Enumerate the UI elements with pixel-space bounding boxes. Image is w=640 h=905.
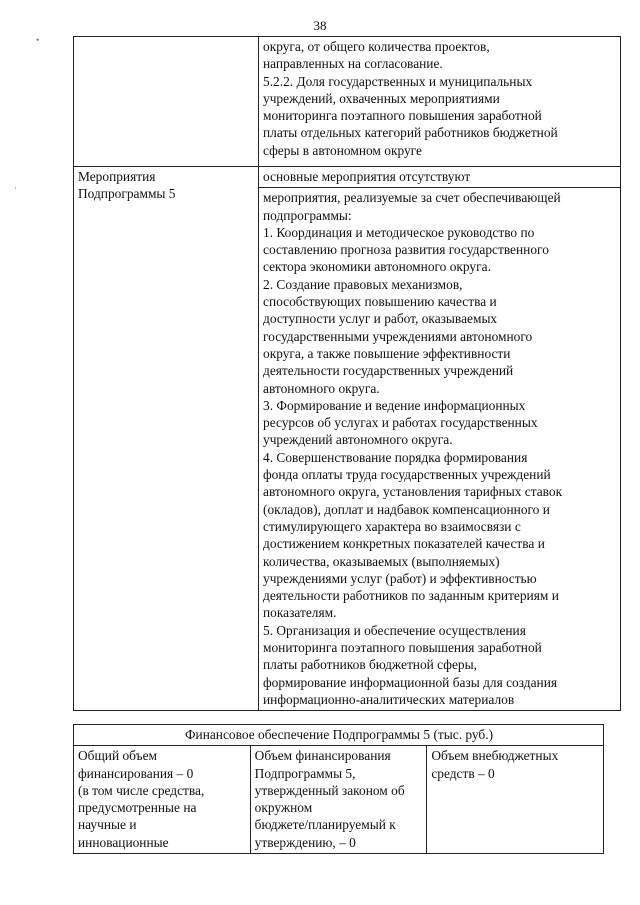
measures-label: Мероприятия Подпрограммы 5 — [78, 169, 176, 202]
finance-total-text: Общий объем финансирования – 0 (в том числе средства, предусмотренные на научные и инновационные — [78, 748, 205, 850]
indicators-cell — [259, 37, 621, 167]
finance-extrabudget-cell — [427, 746, 604, 854]
finance-approved-cell — [250, 746, 427, 854]
table-row — [74, 725, 604, 746]
main-measures-cell — [259, 167, 621, 188]
finance-extrabudget-text: Объем внебюджетных средств – 0 — [431, 748, 559, 781]
scan-speck: · — [14, 183, 17, 193]
subprogram-table — [73, 36, 621, 711]
table-row — [74, 746, 604, 854]
support-measures-text: мероприятия, реализуемые за счет обеспечивающей подпрограммы: 1. Координация и методическое руководство по составлению прогноза развития государственного сектора экономики автономного округа. 2. Создание правовых механизмов, способствующих повышению качества и доступности услуг и работ, оказываемых государственными учреждениями автономного округа, а также повышение эффективности деятельности государственных учреждений автономного округа. 3. Формирование и ведение информационных ресурсов об услугах и работах государственных учреждений автономного округа. 4. Совершенствование порядка формирования фонда оплаты труда государственных учреждений автономного округа, установления тарифных ставок (окладов), доплат и надбавок компенсационного и стимулирующего характера во взаимосвязи с достижением конкретных показателей качества и количества, оказываемых (выполняемых) учреждениями услуг (работ) и эффективностью деятельности работников по заданным критериям и показателям. 5. Организация и обеспечение осуществления мониторинга поэтапного повышения заработной платы работников бюджетной сферы, формирование информационной базы для создания информационно-аналитических материалов — [263, 190, 563, 707]
finance-header: Финансовое обеспечение Подпрограммы 5 (тыс. руб.) — [184, 727, 494, 742]
table-row — [74, 167, 621, 188]
measures-label-cell — [74, 167, 259, 711]
page-number: 38 — [313, 18, 327, 33]
empty-cell — [74, 37, 259, 167]
finance-total-cell — [74, 746, 251, 854]
finance-header-cell — [74, 725, 604, 746]
scan-speck: • — [36, 35, 40, 45]
finance-table — [73, 724, 604, 854]
finance-approved-text: Объем финансирования Подпрограммы 5, утвержденный законом об окружном бюджете/планируемый к утверждению, – 0 — [254, 748, 405, 850]
indicators-text: округа, от общего количества проектов, направленных на согласование. 5.2.2. Доля государственных и муниципальных учреждений, охваченных мероприятиями мониторинга поэтапного повышения заработной платы отдельных категорий работников бюджетной сферы в автономном округе — [263, 39, 558, 158]
table-row — [74, 37, 621, 167]
support-measures-cell — [259, 188, 621, 711]
main-measures-text: основные мероприятия отсутствуют — [263, 169, 471, 184]
